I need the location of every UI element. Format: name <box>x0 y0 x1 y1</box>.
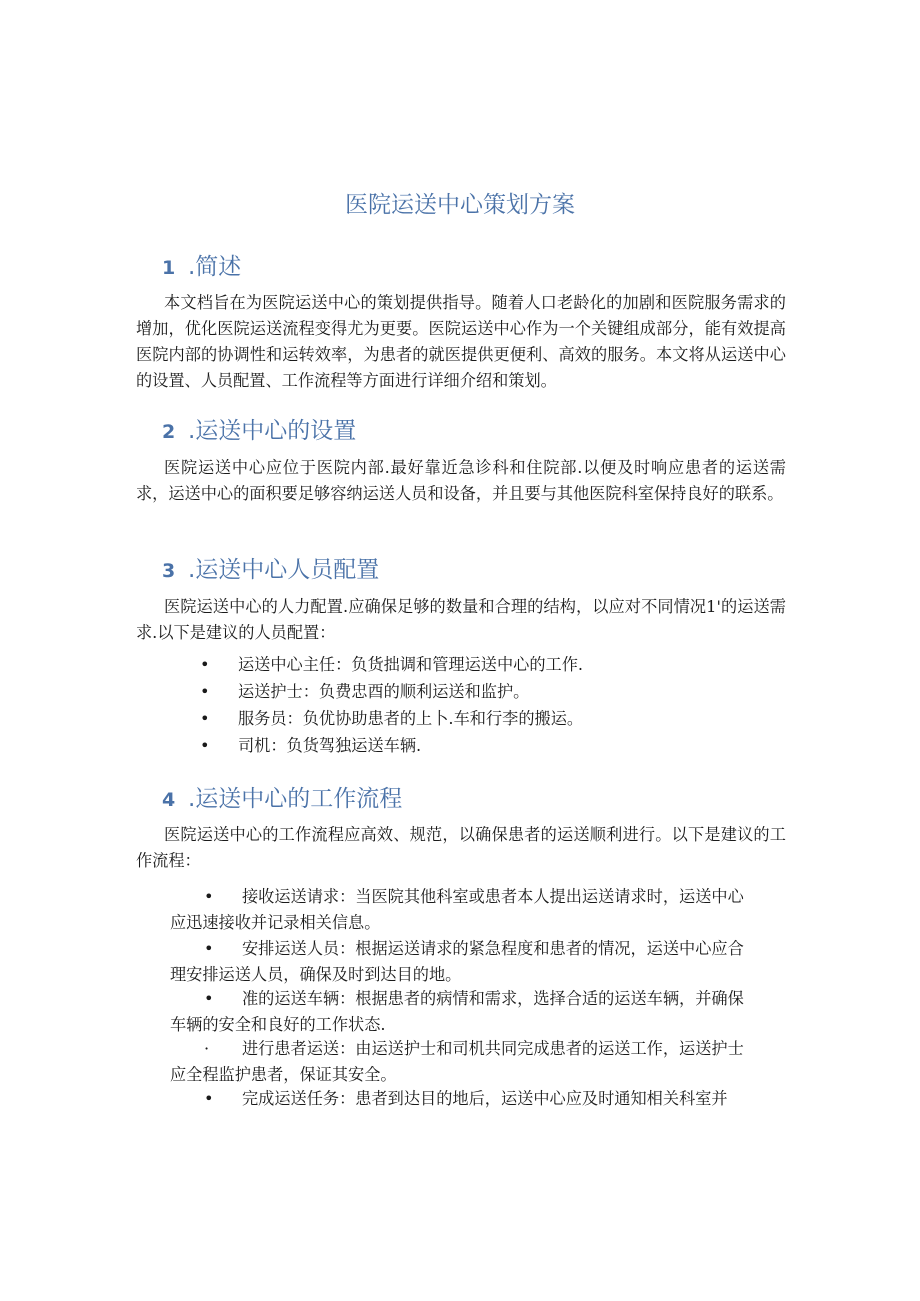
bullet-icon: • <box>200 655 210 674</box>
bullet-icon: • <box>200 682 210 701</box>
section-3-heading <box>162 551 379 584</box>
workflow-step <box>170 986 750 1038</box>
workflow-step <box>170 936 750 988</box>
bullet-icon: • <box>204 887 214 906</box>
list-item-text: 运送护士：负费忠酉的顺利运送和监护。 <box>238 682 530 701</box>
list-item-text: 服务员：负优协助患者的上卜.车和行李的搬运。 <box>238 709 584 728</box>
section-number: 4 <box>162 789 176 811</box>
section-4-heading <box>162 780 402 813</box>
section-title: .运送中心人员配置 <box>188 557 380 583</box>
section-4-body: 医院运送中心的工作流程应高效、规范，以确保患者的运送顺利进行。以下是建议的工作流程： <box>136 825 786 870</box>
step-text: 准的运送车辆：根据患者的病情和需求，选择合适的运送车辆，并确保车辆的安全和良好的工作状态. <box>170 989 744 1034</box>
section-2-body: 医院运送中心应位于医院内部.最好靠近急诊科和住院部.以便及时响应患者的运送需求，运送中心的面积要足够容纳运送人员和设备，并且要与其他医院科室保持良好的联系。 <box>136 458 786 503</box>
workflow-step <box>170 884 750 936</box>
document-title: 医院运送中心策划方案 <box>345 192 575 218</box>
staff-list-item <box>200 706 583 732</box>
section-number: 1 <box>162 257 176 279</box>
staff-list-item <box>200 733 421 759</box>
list-item-text: 司机：负货驾独运送车辆. <box>238 736 422 755</box>
section-1-heading <box>162 248 241 281</box>
bullet-icon: • <box>204 989 214 1008</box>
bullet-icon: • <box>200 709 210 728</box>
staff-list-item <box>200 652 583 678</box>
section-title: .简述 <box>188 254 242 280</box>
bullet-icon: • <box>204 1089 214 1108</box>
section-number: 2 <box>162 421 176 443</box>
section-2-heading <box>162 412 356 445</box>
bullet-icon: • <box>204 939 214 958</box>
section-title: .运送中心的工作流程 <box>188 786 403 812</box>
step-text: 安排运送人员：根据运送请求的紧急程度和患者的情况，运送中心应合理安排运送人员，确保及时到达目的地。 <box>170 939 744 984</box>
step-text: 接收运送请求：当医院其他科室或患者本人提出运送请求时，运送中心应迅速接收并记录相关信息。 <box>170 887 744 932</box>
bullet-icon: • <box>200 736 210 755</box>
section-title: .运送中心的设置 <box>188 418 357 444</box>
bullet-icon: · <box>204 1039 210 1058</box>
list-item-text: 运送中心主任：负货拙调和管理运送中心的工作. <box>238 655 584 674</box>
section-number: 3 <box>162 560 176 582</box>
step-text: 完成运送任务：患者到达目的地后，运送中心应及时通知相关科室并 <box>242 1089 728 1108</box>
staff-list-item <box>200 679 529 705</box>
workflow-step <box>170 1086 750 1112</box>
section-3-body: 医院运送中心的人力配置.应确保足够的数量和合理的结构，以应对不同情况1'的运送需求.以下是建议的人员配置： <box>136 597 786 642</box>
section-1-body: 本文档旨在为医院运送中心的策划提供指导。随着人口老龄化的加剧和医院服务需求的增加，优化医院运送流程变得尤为更要。医院运送中心作为一个关键组成部分，能有效提高医院内部的协调性和运转效率，为患者的就医提供更便利、高效的服务。本文将从运送中心的设置、人员配置、工作流程等方面进行详细介绍和策划。 <box>136 293 786 390</box>
step-text: 进行患者运送：由运送护士和司机共同完成患者的运送工作，运送护士应全程监护患者，保证其安全。 <box>170 1039 744 1084</box>
workflow-step <box>170 1036 750 1088</box>
